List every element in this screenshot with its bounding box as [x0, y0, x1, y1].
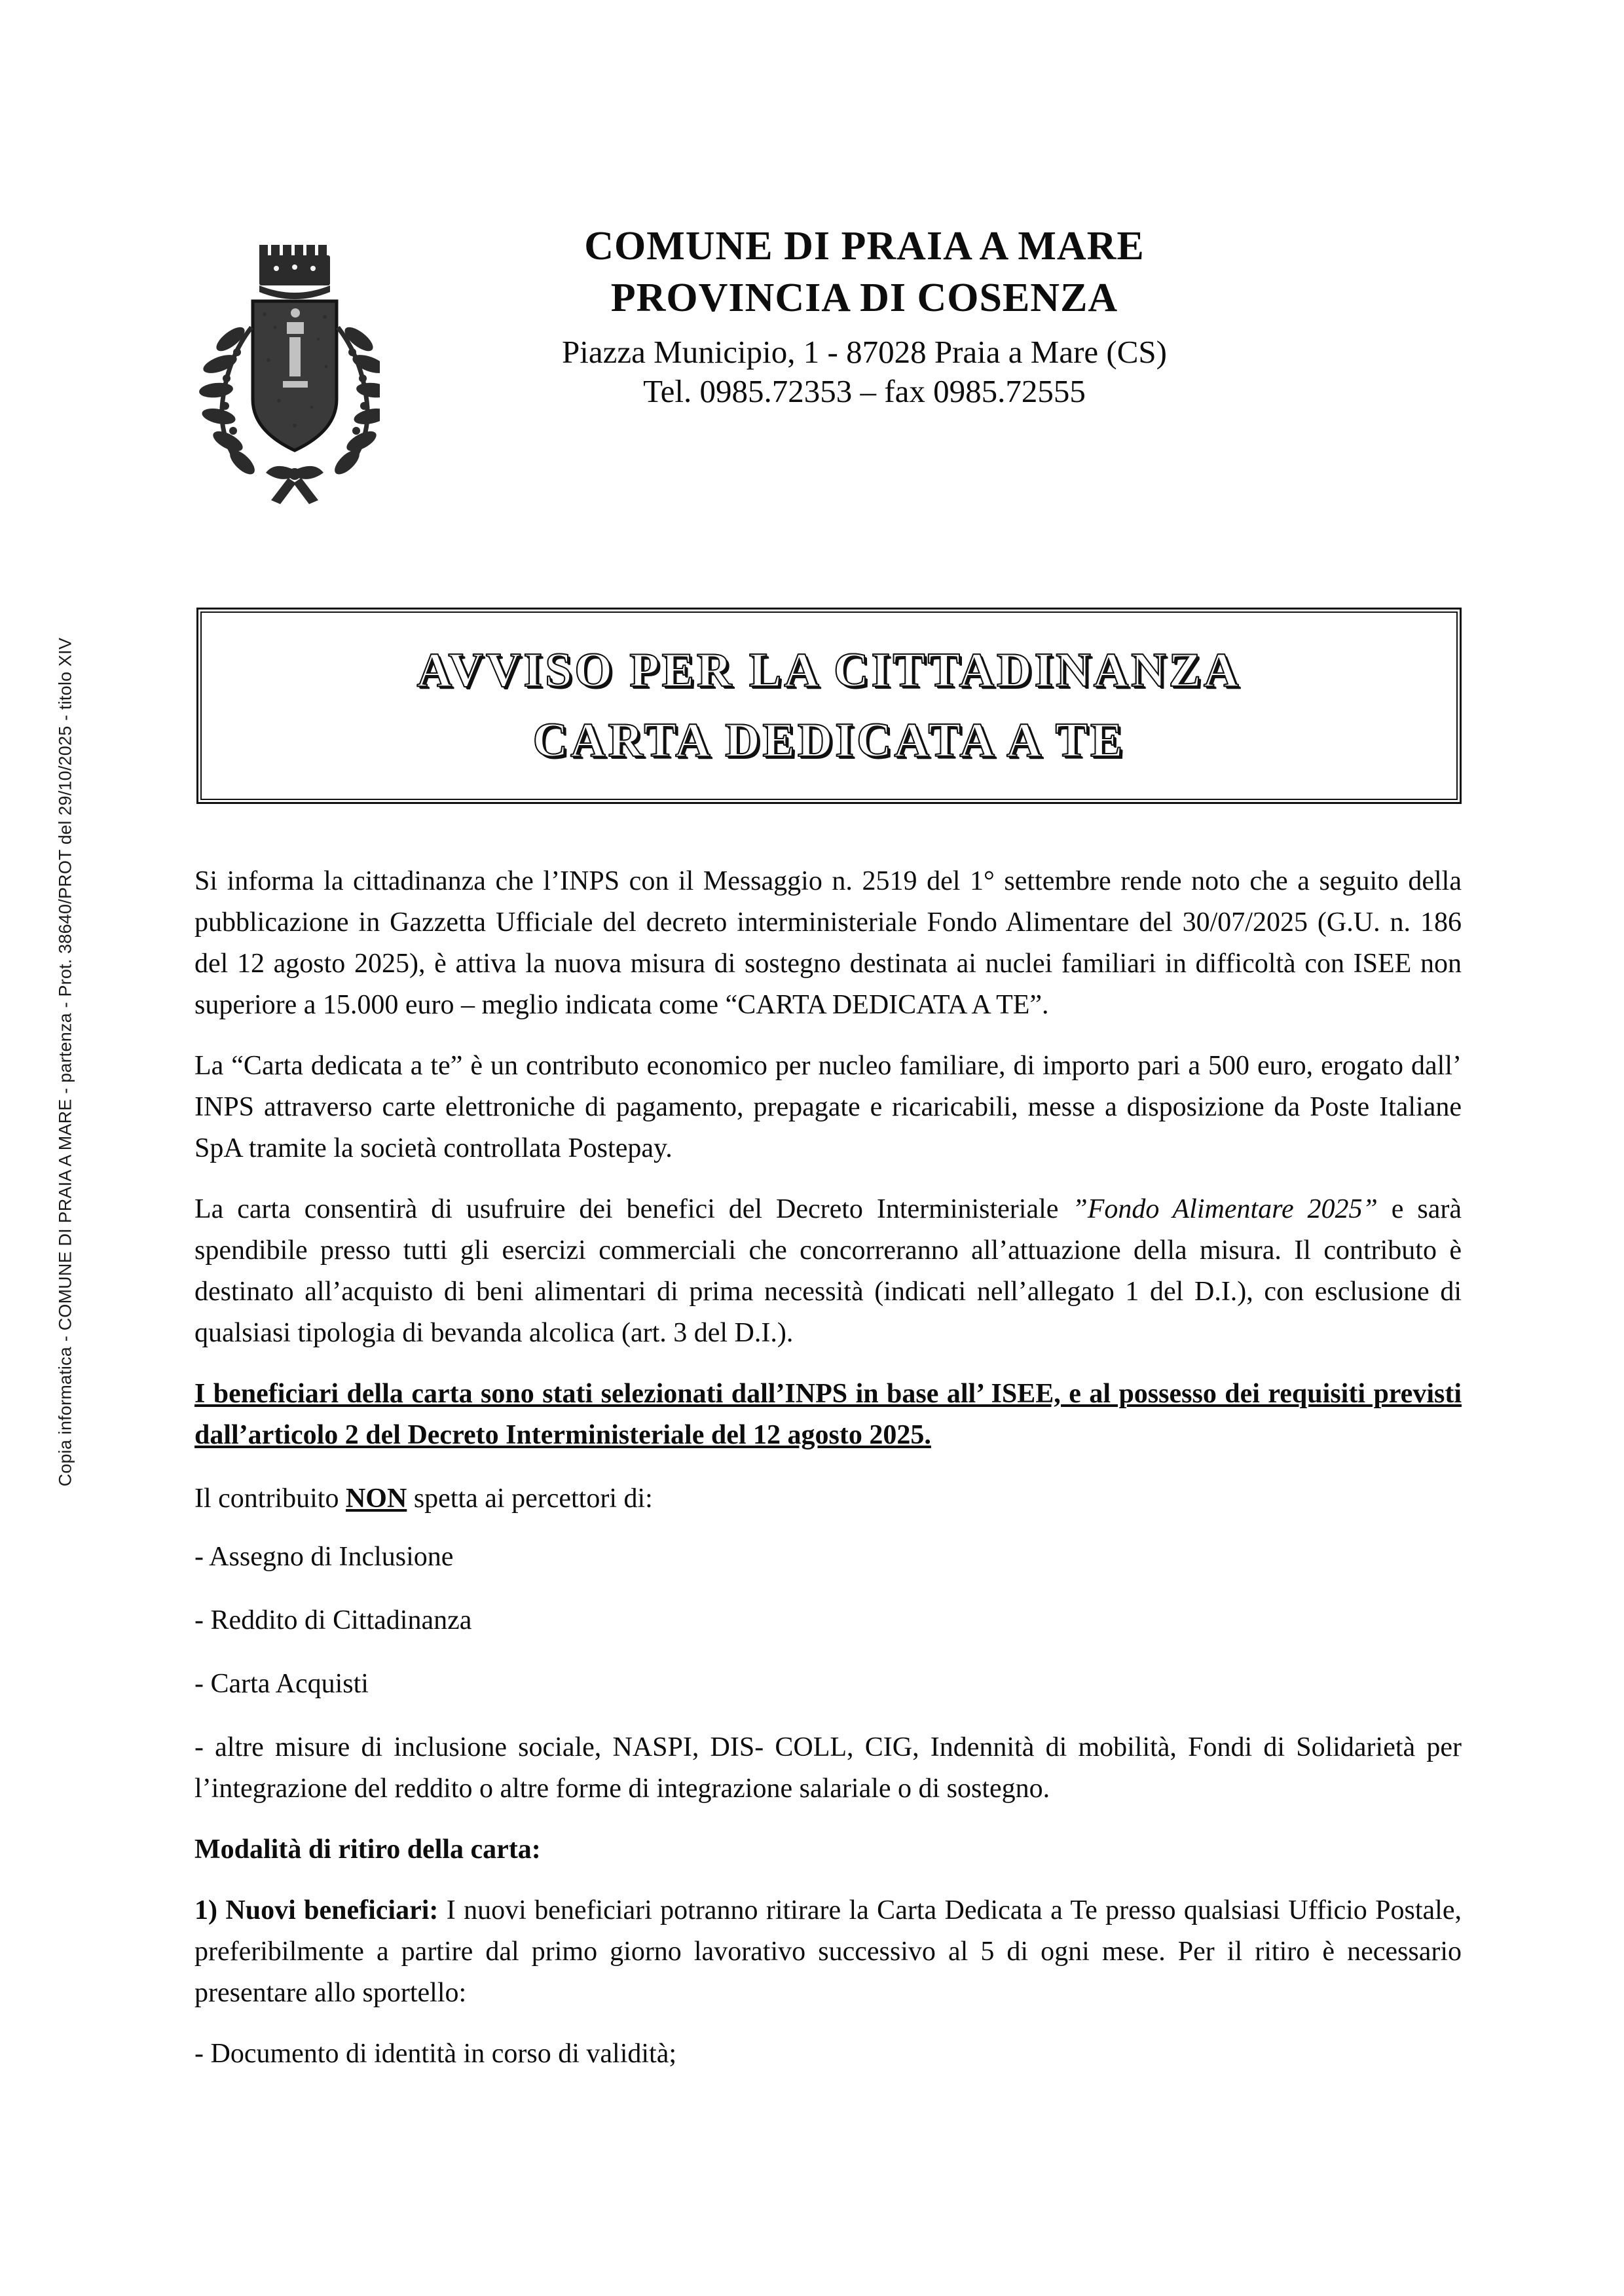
list-item-carta-acquisti: - Carta Acquisti — [194, 1669, 369, 1699]
new-beneficiaries-label: 1) Nuovi beneficiari: — [194, 1895, 439, 1925]
benefits-text-part2: e sarà spendibile presso tutti gli esercizi commerciali che concorreranno all’attuazione della misura. Il contributo è destinato all’acquisto di beni alimentari di prima necessità (indicati nell’allegato 1 del D.I.), con esclusione di qualsiasi tipologia di bevanda alcolica (art. 3 del D.I.). — [194, 1194, 1462, 1348]
paragraph-intro: Si informa la cittadinanza che l’INPS con il Messaggio n. 2519 del 1° settembre rende noto che a seguito della pubblicazione in Gazzetta Ufficiale del decreto interministeriale Fondo Alimentare del 30/07/2025 (G.U. n. 186 del 12 agosto 2025), è attiva la nuova misura di sostegno destinata ai nuclei familiari in difficoltà con ISEE non superiore a 15.000 euro – meglio indicata come “CARTA DEDICATA A TE”. — [194, 866, 1462, 1020]
paragraph-benefits — [194, 1189, 1462, 1354]
notice-title-line-2: CARTA DEDICATA A TE — [532, 714, 1126, 767]
address-line: Piazza Municipio, 1 - 87028 Praia a Mare (CS) — [562, 334, 1167, 371]
new-beneficiaries-text: I nuovi beneficiari potranno ritirare la Carta Dedicata a Te presso qualsiasi Ufficio Postale, preferibilmente a partire dal primo giorno lavorativo successivo al 5 di ogni mese. Per il ritiro è necessario presentare allo sportello: — [194, 1895, 1462, 2008]
municipality-name: COMUNE DI PRAIA A MARE — [584, 224, 1145, 268]
list-item-reddito-cittadinanza: - Reddito di Cittadinanza — [194, 1605, 472, 1635]
exclusions-intro-part1: Il contribuito — [194, 1484, 346, 1514]
paragraph-beneficiaries-selection: I beneficiari della carta sono stati selezionati dall’INPS in base all’ ISEE, e al possesso dei requisiti previsti dall’articolo 2 del Decreto Interministeriale del 12 agosto 2025. — [194, 1379, 1462, 1450]
province-name: PROVINCIA DI COSENZA — [610, 276, 1118, 321]
paragraph-exclusions-intro — [194, 1478, 1462, 1520]
contacts-line: Tel. 0985.72353 – fax 0985.72555 — [643, 373, 1086, 410]
benefits-text-part1: La carta consentirà di usufruire dei benefici del Decreto Interministeriale — [194, 1194, 1073, 1224]
notice-title-box — [196, 608, 1462, 804]
list-item-assegno-inclusione: - Assegno di Inclusione — [194, 1542, 454, 1572]
paragraph-card-description: La “Carta dedicata a te” è un contributo economico per nucleo familiare, di importo pari a 500 euro, erogato dall’ INPS attraverso carte elettroniche di pagamento, prepagate e ricaricabili, messe a disposizione da Poste Italiane SpA tramite la società controllata Postepay. — [194, 1051, 1462, 1163]
paragraph-other-measures: - altre misure di inclusione sociale, NASPI, DIS- COLL, CIG, Indennità di mobilità, Fondi di Solidarietà per l’integrazione del reddito o altre forme di integrazione salariale o di sostegno. — [194, 1732, 1462, 1804]
heading-withdrawal-methods: Modalità di ritiro della carta: — [194, 1834, 541, 1865]
list-item-identity-document: - Documento di identità in corso di validità; — [194, 2039, 677, 2069]
letterhead — [190, 223, 1473, 511]
exclusions-intro-part2: spetta ai percettori di: — [407, 1484, 653, 1514]
coat-of-arms-icon — [196, 229, 380, 504]
benefits-decree-name: ”Fondo Alimentare 2025” — [1072, 1194, 1378, 1224]
protocol-stamp-rail — [0, 0, 98, 2296]
paragraph-new-beneficiaries — [194, 1890, 1462, 2014]
notice-body — [194, 861, 1462, 2097]
protocol-stamp-text: Copia informatica - COMUNE DI PRAIA A MARE - partenza - Prot. 38640/PROT del 29/10/2025 - titolo XIV — [55, 637, 75, 1487]
letterhead-text — [406, 223, 1323, 411]
exclusions-intro-non: NON — [345, 1484, 407, 1514]
notice-title-line-1: AVVISO PER LA CITTADINANZA — [416, 644, 1242, 698]
